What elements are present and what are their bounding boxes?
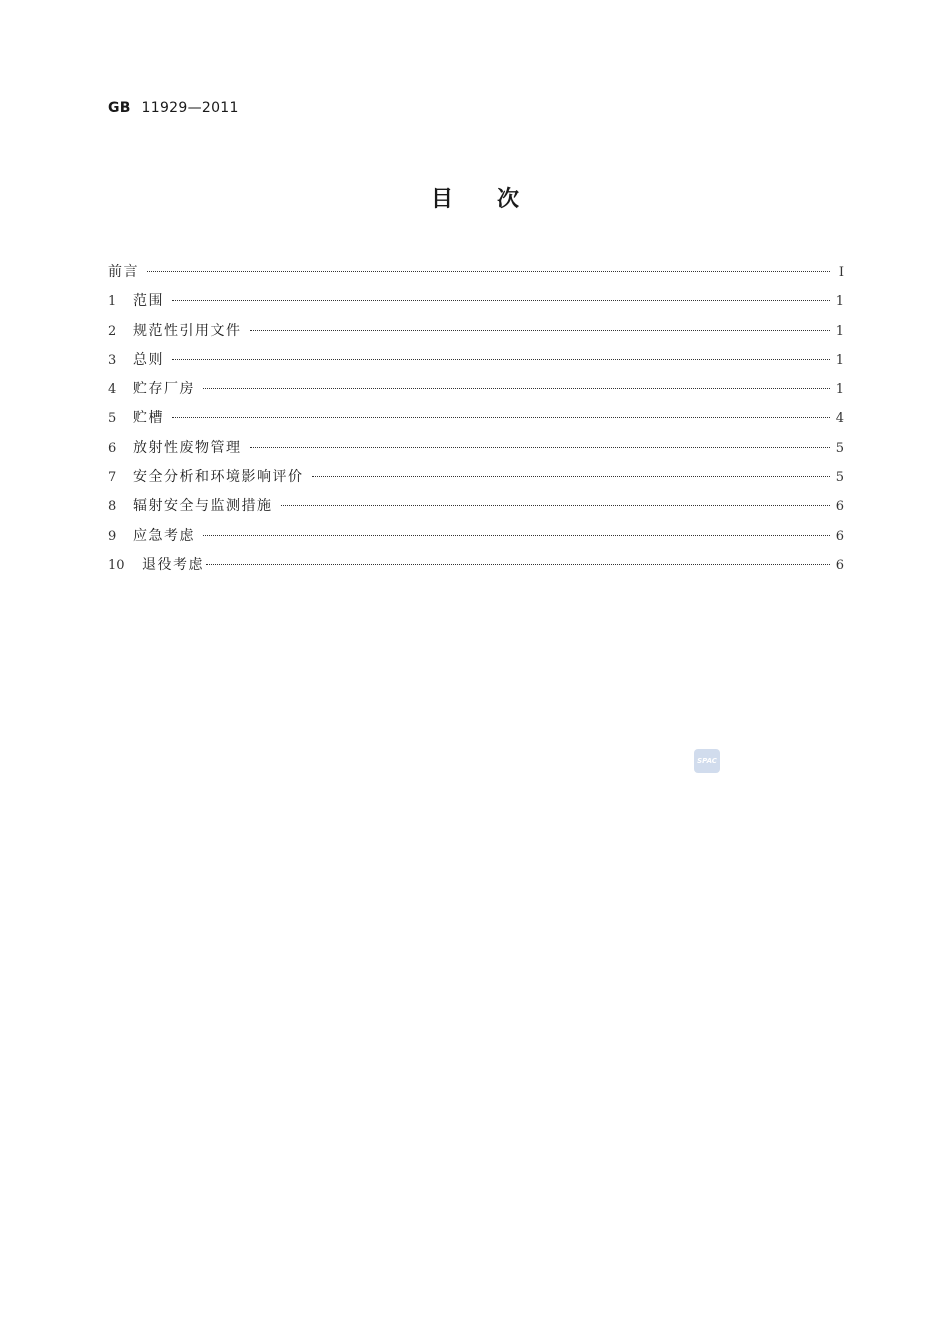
toc-entry-number: 1 bbox=[108, 294, 117, 310]
toc-entry-page: 5 bbox=[835, 470, 844, 486]
toc-entry-page: 5 bbox=[835, 440, 844, 456]
toc-entry-page: 6 bbox=[835, 557, 844, 573]
toc-entry-7[interactable] bbox=[108, 463, 844, 492]
toc-entry-2[interactable] bbox=[108, 317, 844, 346]
toc-entry-number: 5 bbox=[108, 411, 117, 427]
toc-entry-page: 1 bbox=[835, 294, 844, 310]
toc-entry-number: 4 bbox=[108, 382, 117, 398]
toc-entry-label: 范围 bbox=[133, 293, 164, 310]
toc-dot-leader bbox=[281, 505, 830, 506]
toc-entry-1[interactable] bbox=[108, 287, 844, 316]
toc-entry-label: 贮槽 bbox=[133, 410, 164, 427]
toc-entry-6[interactable] bbox=[108, 434, 844, 463]
toc-entry-label: 前言 bbox=[108, 264, 139, 280]
toc-entry-number: 10 bbox=[108, 557, 125, 573]
toc-entry-4[interactable] bbox=[108, 375, 844, 404]
toc-entry-label: 退役考虑 bbox=[142, 556, 204, 573]
toc-entry-number: 8 bbox=[108, 499, 117, 515]
toc-dot-leader bbox=[206, 564, 830, 565]
standard-number: 11929—2011 bbox=[141, 100, 239, 116]
toc-entry-label: 安全分析和环境影响评价 bbox=[133, 469, 304, 486]
toc-entry-label: 总则 bbox=[133, 351, 164, 368]
toc-dot-leader bbox=[250, 447, 830, 448]
toc-dot-leader bbox=[172, 417, 830, 418]
toc-entry-foreword[interactable] bbox=[108, 258, 844, 287]
toc-entry-number: 6 bbox=[108, 440, 117, 456]
toc-dot-leader bbox=[250, 330, 830, 331]
toc-entry-page: Ⅰ bbox=[838, 265, 844, 280]
toc-entry-9[interactable] bbox=[108, 522, 844, 551]
toc-entry-page: 1 bbox=[835, 382, 844, 398]
publisher-watermark-logo: SPAC bbox=[694, 749, 720, 773]
toc-entry-label: 放射性废物管理 bbox=[133, 439, 242, 456]
toc-entry-page: 6 bbox=[835, 528, 844, 544]
toc-entry-label: 贮存厂房 bbox=[133, 381, 195, 398]
toc-dot-leader bbox=[203, 388, 830, 389]
toc-dot-leader bbox=[172, 359, 830, 360]
toc-entry-label: 应急考虑 bbox=[133, 527, 195, 544]
toc-entry-10[interactable] bbox=[108, 551, 844, 580]
toc-entry-3[interactable] bbox=[108, 346, 844, 375]
toc-dot-leader bbox=[312, 476, 830, 477]
toc-entry-number: 3 bbox=[108, 352, 117, 368]
toc-entry-page: 4 bbox=[835, 411, 844, 427]
toc-entry-8[interactable] bbox=[108, 492, 844, 521]
standard-number-header bbox=[108, 100, 239, 116]
toc-entry-page: 6 bbox=[835, 499, 844, 515]
toc-dot-leader bbox=[203, 535, 830, 536]
toc-dot-leader bbox=[147, 271, 830, 272]
toc-entry-number: 7 bbox=[108, 470, 117, 486]
toc-entry-5[interactable] bbox=[108, 404, 844, 433]
toc-entry-page: 1 bbox=[835, 352, 844, 368]
toc-entry-page: 1 bbox=[835, 323, 844, 339]
standard-prefix: GB bbox=[108, 100, 131, 116]
table-of-contents bbox=[108, 258, 844, 580]
toc-entry-number: 2 bbox=[108, 323, 117, 339]
toc-dot-leader bbox=[172, 300, 830, 301]
toc-entry-number: 9 bbox=[108, 528, 117, 544]
toc-entry-label: 规范性引用文件 bbox=[133, 322, 242, 339]
page-title: 目次 bbox=[430, 187, 563, 212]
toc-entry-label: 辐射安全与监测措施 bbox=[133, 498, 273, 515]
